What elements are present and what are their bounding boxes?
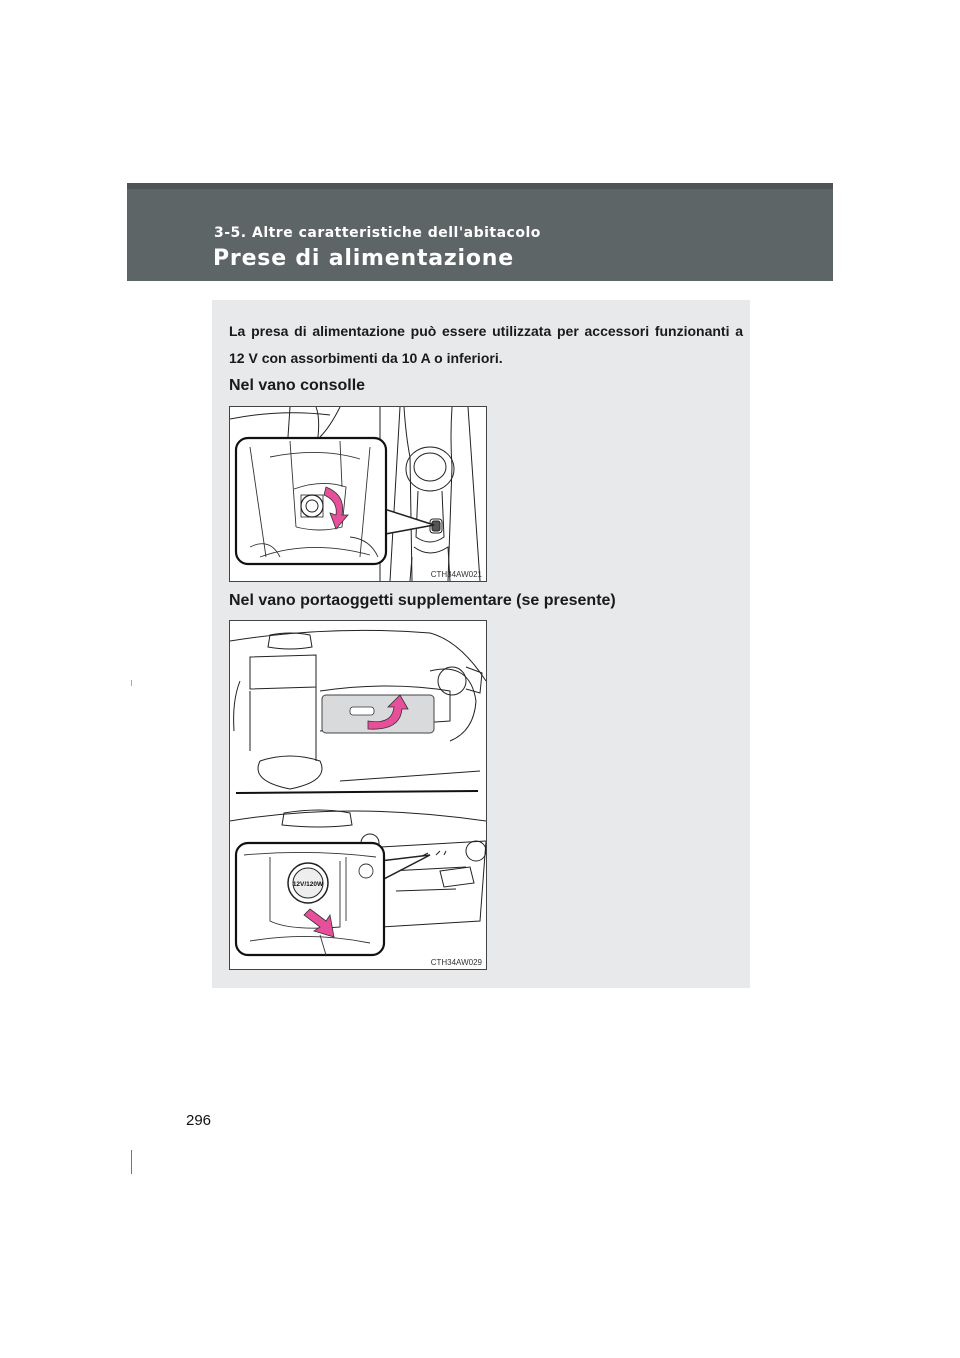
- console-illustration: [230, 407, 486, 581]
- page-number: 296: [186, 1112, 212, 1129]
- console-figure: [229, 406, 487, 582]
- content-panel: [212, 300, 750, 988]
- intro-text: La presa di alimentazione può essere utilizzata per accessori funzionanti a 12 V con assorbimenti da 10 A o inferiori.: [229, 323, 743, 366]
- glovebox-figure: [229, 620, 487, 970]
- socket-label: 12V/120W: [292, 881, 324, 888]
- glovebox-heading: Nel vano portaoggetti supplementare (se presente): [229, 592, 616, 609]
- figure-code: CTH34AW029: [430, 958, 482, 967]
- section-label: 3-5. Altre caratteristiche dell'abitacolo: [214, 225, 541, 241]
- figure-code: CTH34AW021: [430, 570, 482, 579]
- glovebox-illustration: [230, 621, 486, 969]
- margin-mark: [131, 680, 132, 686]
- page-title: Prese di alimentazione: [213, 246, 514, 271]
- header-band: [127, 183, 833, 281]
- console-heading: Nel vano consolle: [229, 377, 366, 394]
- margin-mark: [131, 1150, 132, 1174]
